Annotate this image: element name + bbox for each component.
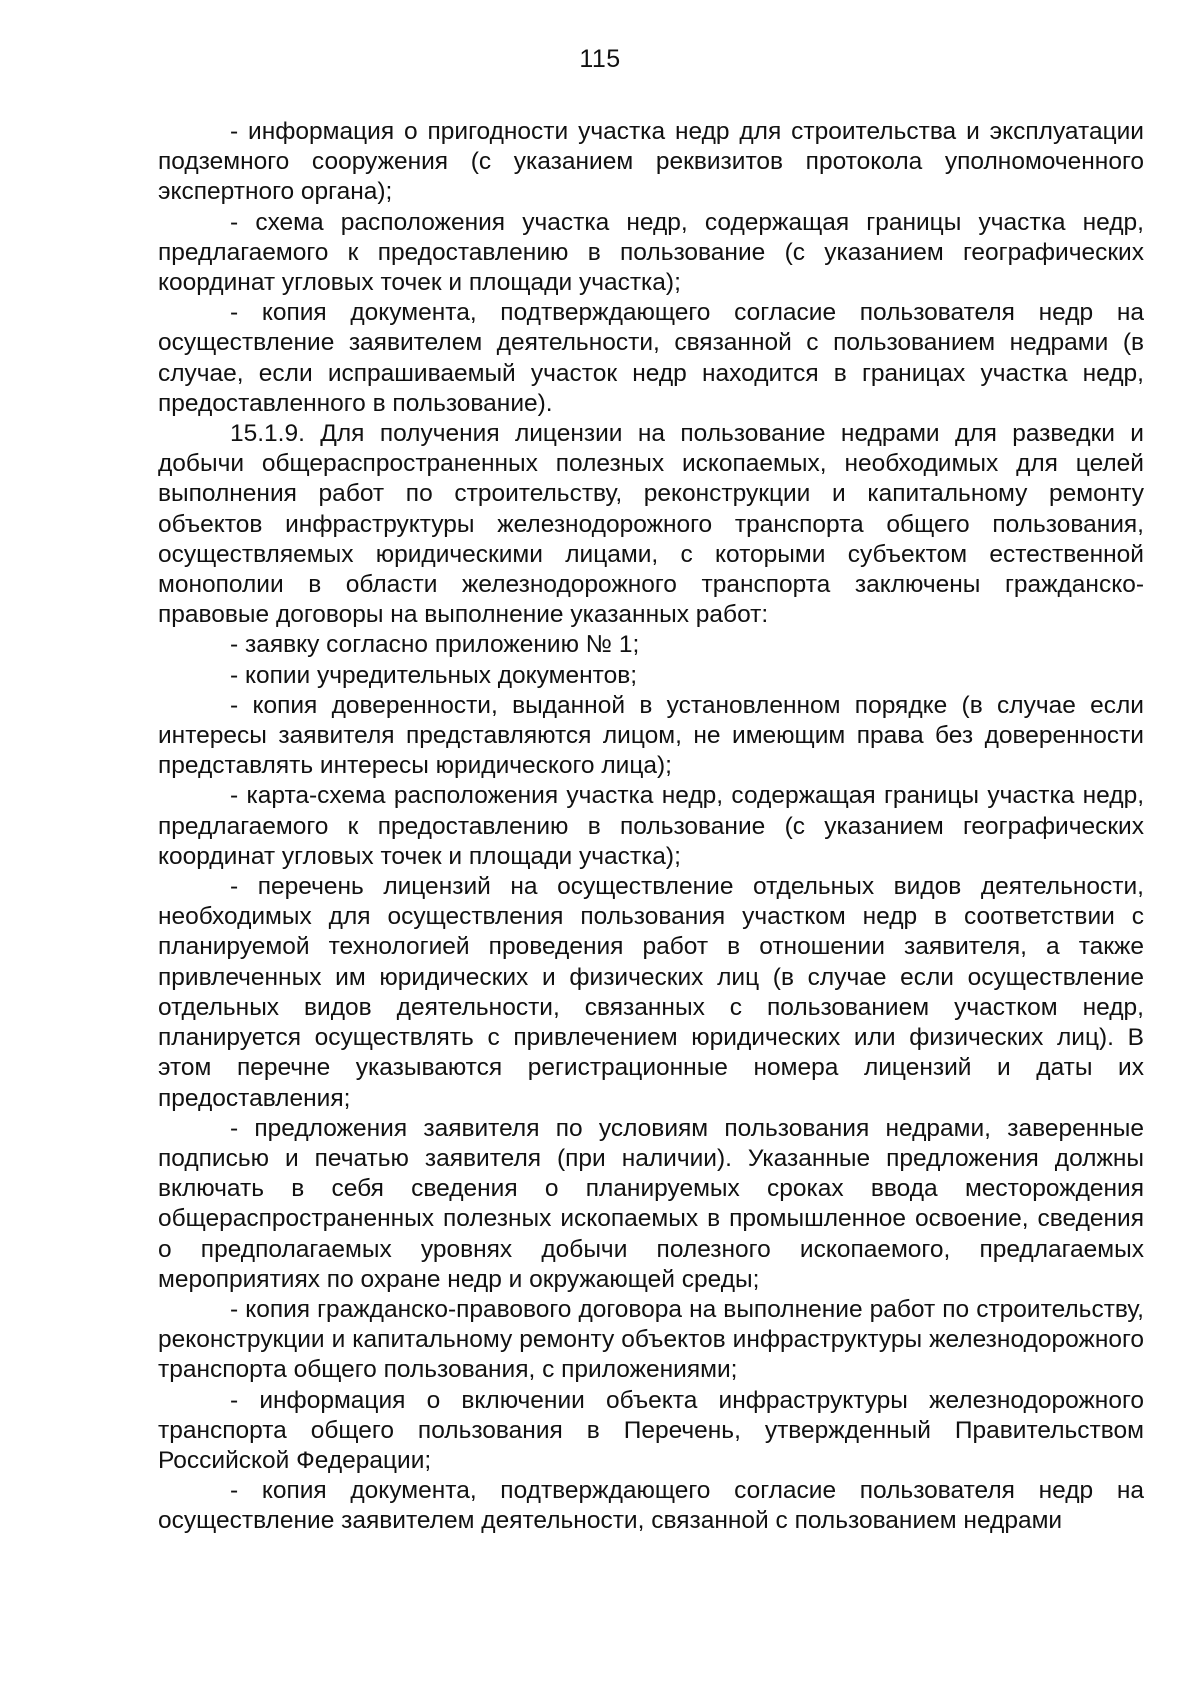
list-item-site-scheme: - схема расположения участка недр, содержащая границы участка недр, предлагаемого к предоставлению в пользование (с указанием географических координат угловых точек и площади участка); (158, 208, 1144, 297)
list-item-consent-document-2: - копия документа, подтверждающего согласие пользователя недр на осуществление заявителем деятельности, связанной с пользованием недрами (158, 1477, 1144, 1535)
list-item-contract-copy: - копия гражданско-правового договора на выполнение работ по строительству, реконструкции и капитальному ремонту объектов инфраструктуры железнодорожного транспорта общего пользования, с приложениями; (158, 1295, 1144, 1384)
list-item-licenses-list: - перечень лицензий на осуществление отдельных видов деятельности, необходимых для осуществления пользования участком недр в соответствии с планируемой технологией проведения работ в отношении заявителя, а также привлеченных им юридических и физических лиц (в случае если осуществление отдельных видов деятельности, связанных с пользованием участком недр, планируется осуществлять с привлечением юридических или физических лиц). В этом перечне указываются регистрационные номера лицензий и даты их предоставления; (158, 873, 1144, 1112)
list-item-applicant-proposals: - предложения заявителя по условиям пользования недрами, заверенные подписью и печатью заявителя (при наличии). Указанные предложения должны включать в себя сведения о планируемых сроках ввода месторождения общераспространенных полезных ископаемых в промышленное освоение, сведения о предполагаемых уровнях добычи полезного ископаемого, предлагаемых мероприятиях по охране недр и окружающей среды; (158, 1114, 1144, 1293)
document-body (158, 117, 1144, 1537)
list-item-application: - заявку согласно приложению № 1; (230, 631, 640, 659)
section-15-1-9: 15.1.9. Для получения лицензии на пользование недрами для разведки и добычи общераспространенных полезных ископаемых, необходимых для целей выполнения работ по строительству, реконструкции и капитальному ремонту объектов инфраструктуры железнодорожного транспорта общего пользования, осуществляемых юридическими лицами, с которыми субъектом естественной монополии в области железнодорожного транспорта заключены гражданско-правовые договоры на выполнение указанных работ: (158, 420, 1144, 629)
list-item-site-map-scheme: - карта-схема расположения участка недр, содержащая границы участка недр, предлагаемого к предоставлению в пользование (с указанием географических координат угловых точек и площади участка); (158, 782, 1144, 870)
list-item-power-of-attorney: - копия доверенности, выданной в установленном порядке (в случае если интересы заявителя представляются лицом, не имеющим права без доверенности представлять интересы юридического лица); (158, 691, 1144, 780)
list-item-suitability-info: - информация о пригодности участка недр для строительства и эксплуатации подземного сооружения (с указанием реквизитов протокола уполномоченного экспертного органа); (158, 118, 1144, 206)
list-item-consent-document: - копия документа, подтверждающего согласие пользователя недр на осуществление заявителем деятельности, связанной с пользованием недрами (в случае, если испрашиваемый участок недр находится в границах участка недр, предоставленного в пользование). (158, 299, 1144, 417)
list-item-infrastructure-inclusion: - информация о включении объекта инфраструктуры железнодорожного транспорта общего пользования в Перечень, утвержденный Правительством Российской Федерации; (158, 1386, 1144, 1474)
page-number: 115 (579, 45, 621, 73)
list-item-founding-documents: - копии учредительных документов; (230, 661, 638, 689)
